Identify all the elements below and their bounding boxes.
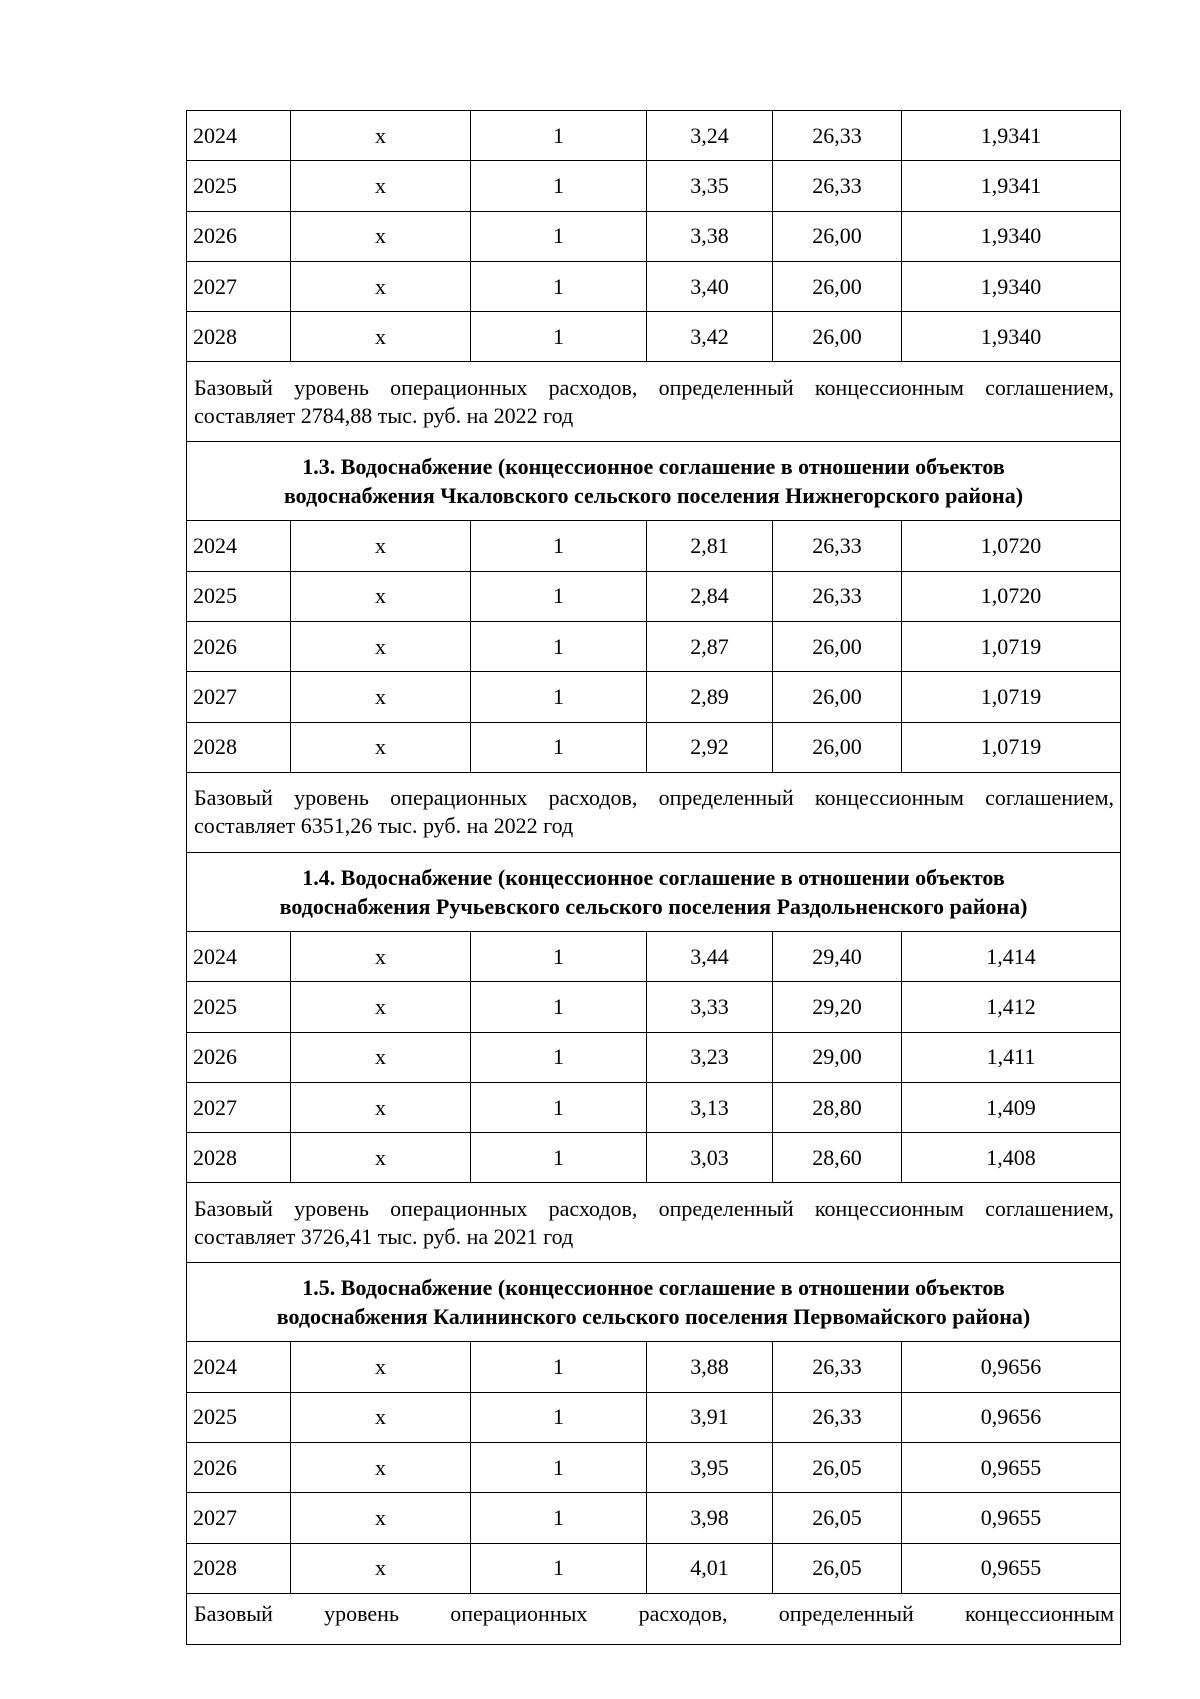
year-cell: 2026	[187, 211, 291, 261]
note-row	[187, 1593, 1121, 1644]
x-cell: х	[291, 1342, 471, 1392]
percent-cell: 29,40	[773, 931, 902, 981]
value-cell: 3,03	[647, 1133, 773, 1183]
table-row	[187, 1082, 1121, 1132]
percent-cell: 26,00	[773, 211, 902, 261]
base-expenses-note: Базовый уровень операционных расходов, определенный концессионным соглашением, составляет 2784,88 тыс. руб. на 2022 год	[187, 362, 1121, 442]
index-cell: 1	[471, 521, 647, 571]
index-cell: 1	[471, 722, 647, 772]
x-cell: х	[291, 1493, 471, 1543]
section-heading-row	[187, 1263, 1121, 1342]
x-cell: х	[291, 211, 471, 261]
x-cell: х	[291, 161, 471, 211]
value-cell: 2,81	[647, 521, 773, 571]
year-cell: 2028	[187, 1133, 291, 1183]
table-row	[187, 1443, 1121, 1493]
x-cell: х	[291, 1392, 471, 1442]
percent-cell: 26,05	[773, 1543, 902, 1593]
percent-cell: 28,80	[773, 1082, 902, 1132]
table-row	[187, 722, 1121, 772]
year-cell: 2024	[187, 1342, 291, 1392]
coefficient-cell: 0,9656	[902, 1342, 1121, 1392]
tariff-table	[186, 110, 1121, 1645]
table-row	[187, 1543, 1121, 1593]
note-row	[187, 362, 1121, 442]
coefficient-cell: 1,9341	[902, 111, 1121, 161]
index-cell: 1	[471, 1133, 647, 1183]
x-cell: х	[291, 1082, 471, 1132]
coefficient-cell: 1,9340	[902, 261, 1121, 311]
value-cell: 3,13	[647, 1082, 773, 1132]
section-heading-row	[187, 852, 1121, 931]
year-cell: 2027	[187, 672, 291, 722]
index-cell: 1	[471, 622, 647, 672]
value-cell: 3,95	[647, 1443, 773, 1493]
year-cell: 2024	[187, 521, 291, 571]
x-cell: х	[291, 261, 471, 311]
value-cell: 3,88	[647, 1342, 773, 1392]
note-row	[187, 772, 1121, 852]
percent-cell: 29,00	[773, 1032, 902, 1082]
percent-cell: 26,33	[773, 571, 902, 621]
x-cell: х	[291, 982, 471, 1032]
x-cell: х	[291, 672, 471, 722]
value-cell: 3,98	[647, 1493, 773, 1543]
percent-cell: 26,00	[773, 261, 902, 311]
index-cell: 1	[471, 1443, 647, 1493]
coefficient-cell: 1,0719	[902, 622, 1121, 672]
x-cell: х	[291, 111, 471, 161]
percent-cell: 26,33	[773, 161, 902, 211]
coefficient-cell: 0,9655	[902, 1543, 1121, 1593]
tariff-table-body	[187, 111, 1121, 1645]
table-row	[187, 672, 1121, 722]
table-row	[187, 571, 1121, 621]
section-heading	[187, 1263, 1121, 1342]
percent-cell: 26,00	[773, 672, 902, 722]
table-row	[187, 211, 1121, 261]
year-cell: 2028	[187, 1543, 291, 1593]
table-row	[187, 1032, 1121, 1082]
percent-cell: 26,00	[773, 722, 902, 772]
section-heading-line: водоснабжения Калининского сельского поселения Первомайского района)	[276, 1304, 1031, 1330]
x-cell: х	[291, 521, 471, 571]
coefficient-cell: 0,9655	[902, 1493, 1121, 1543]
year-cell: 2026	[187, 622, 291, 672]
index-cell: 1	[471, 1032, 647, 1082]
index-cell: 1	[471, 1392, 647, 1442]
value-cell: 3,42	[647, 312, 773, 362]
index-cell: 1	[471, 261, 647, 311]
coefficient-cell: 1,0719	[902, 722, 1121, 772]
coefficient-cell: 1,9340	[902, 312, 1121, 362]
base-expenses-note	[187, 1593, 1121, 1644]
value-cell: 3,44	[647, 931, 773, 981]
index-cell: 1	[471, 111, 647, 161]
year-cell: 2028	[187, 722, 291, 772]
year-cell: 2026	[187, 1443, 291, 1493]
coefficient-cell: 1,9340	[902, 211, 1121, 261]
x-cell: х	[291, 622, 471, 672]
coefficient-cell: 1,414	[902, 931, 1121, 981]
coefficient-cell: 1,408	[902, 1133, 1121, 1183]
note-row	[187, 1183, 1121, 1263]
coefficient-cell: 1,0719	[902, 672, 1121, 722]
value-cell: 2,89	[647, 672, 773, 722]
section-heading-line: 1.5. Водоснабжение (концессионное соглашение в отношении объектов	[302, 1275, 1005, 1301]
index-cell: 1	[471, 672, 647, 722]
index-cell: 1	[471, 1082, 647, 1132]
value-cell: 3,91	[647, 1392, 773, 1442]
x-cell: х	[291, 722, 471, 772]
table-row	[187, 521, 1121, 571]
table-row	[187, 982, 1121, 1032]
index-cell: 1	[471, 1543, 647, 1593]
value-cell: 3,24	[647, 111, 773, 161]
percent-cell: 29,20	[773, 982, 902, 1032]
x-cell: х	[291, 1133, 471, 1183]
x-cell: х	[291, 1543, 471, 1593]
table-row	[187, 1133, 1121, 1183]
percent-cell: 26,33	[773, 1392, 902, 1442]
section-heading	[187, 442, 1121, 521]
value-cell: 3,23	[647, 1032, 773, 1082]
section-heading-row	[187, 442, 1121, 521]
index-cell: 1	[471, 161, 647, 211]
x-cell: х	[291, 1032, 471, 1082]
percent-cell: 26,05	[773, 1493, 902, 1543]
table-row	[187, 1392, 1121, 1442]
value-cell: 4,01	[647, 1543, 773, 1593]
coefficient-cell: 1,0720	[902, 571, 1121, 621]
table-row	[187, 312, 1121, 362]
value-cell: 2,87	[647, 622, 773, 672]
base-expenses-note: Базовый уровень операционных расходов, определенный концессионным соглашением, составляет 3726,41 тыс. руб. на 2021 год	[187, 1183, 1121, 1263]
table-row	[187, 261, 1121, 311]
x-cell: х	[291, 571, 471, 621]
year-cell: 2026	[187, 1032, 291, 1082]
section-heading	[187, 852, 1121, 931]
value-cell: 3,33	[647, 982, 773, 1032]
year-cell: 2025	[187, 571, 291, 621]
index-cell: 1	[471, 211, 647, 261]
percent-cell: 26,33	[773, 521, 902, 571]
year-cell: 2027	[187, 261, 291, 311]
section-heading-line: водоснабжения Чкаловского сельского поселения Нижнегорского района)	[283, 483, 1024, 509]
table-row	[187, 1342, 1121, 1392]
table-row	[187, 161, 1121, 211]
section-heading-line: водоснабжения Ручьевского сельского поселения Раздольненского района)	[279, 893, 1028, 919]
coefficient-cell: 1,411	[902, 1032, 1121, 1082]
coefficient-cell: 0,9655	[902, 1443, 1121, 1493]
section-heading-line: 1.3. Водоснабжение (концессионное соглашение в отношении объектов	[302, 454, 1005, 480]
percent-cell: 26,00	[773, 622, 902, 672]
percent-cell: 26,00	[773, 312, 902, 362]
year-cell: 2025	[187, 982, 291, 1032]
index-cell: 1	[471, 312, 647, 362]
x-cell: х	[291, 1443, 471, 1493]
coefficient-cell: 1,0720	[902, 521, 1121, 571]
percent-cell: 28,60	[773, 1133, 902, 1183]
percent-cell: 26,33	[773, 111, 902, 161]
x-cell: х	[291, 931, 471, 981]
year-cell: 2027	[187, 1493, 291, 1543]
year-cell: 2024	[187, 931, 291, 981]
year-cell: 2027	[187, 1082, 291, 1132]
index-cell: 1	[471, 571, 647, 621]
index-cell: 1	[471, 1342, 647, 1392]
value-cell: 2,84	[647, 571, 773, 621]
base-expenses-note-text: Базовый уровень операционных расходов, определенный концессионным	[194, 1600, 1114, 1626]
year-cell: 2025	[187, 1392, 291, 1442]
year-cell: 2025	[187, 161, 291, 211]
table-row	[187, 111, 1121, 161]
x-cell: х	[291, 312, 471, 362]
section-heading-line: 1.4. Водоснабжение (концессионное соглашение в отношении объектов	[302, 864, 1005, 890]
value-cell: 3,35	[647, 161, 773, 211]
value-cell: 3,40	[647, 261, 773, 311]
value-cell: 3,38	[647, 211, 773, 261]
table-row	[187, 931, 1121, 981]
value-cell: 2,92	[647, 722, 773, 772]
coefficient-cell: 1,409	[902, 1082, 1121, 1132]
index-cell: 1	[471, 982, 647, 1032]
table-row	[187, 622, 1121, 672]
year-cell: 2024	[187, 111, 291, 161]
coefficient-cell: 0,9656	[902, 1392, 1121, 1442]
index-cell: 1	[471, 931, 647, 981]
index-cell: 1	[471, 1493, 647, 1543]
base-expenses-note: Базовый уровень операционных расходов, определенный концессионным соглашением, составляет 6351,26 тыс. руб. на 2022 год	[187, 772, 1121, 852]
coefficient-cell: 1,412	[902, 982, 1121, 1032]
year-cell: 2028	[187, 312, 291, 362]
table-row	[187, 1493, 1121, 1543]
percent-cell: 26,05	[773, 1443, 902, 1493]
percent-cell: 26,33	[773, 1342, 902, 1392]
coefficient-cell: 1,9341	[902, 161, 1121, 211]
